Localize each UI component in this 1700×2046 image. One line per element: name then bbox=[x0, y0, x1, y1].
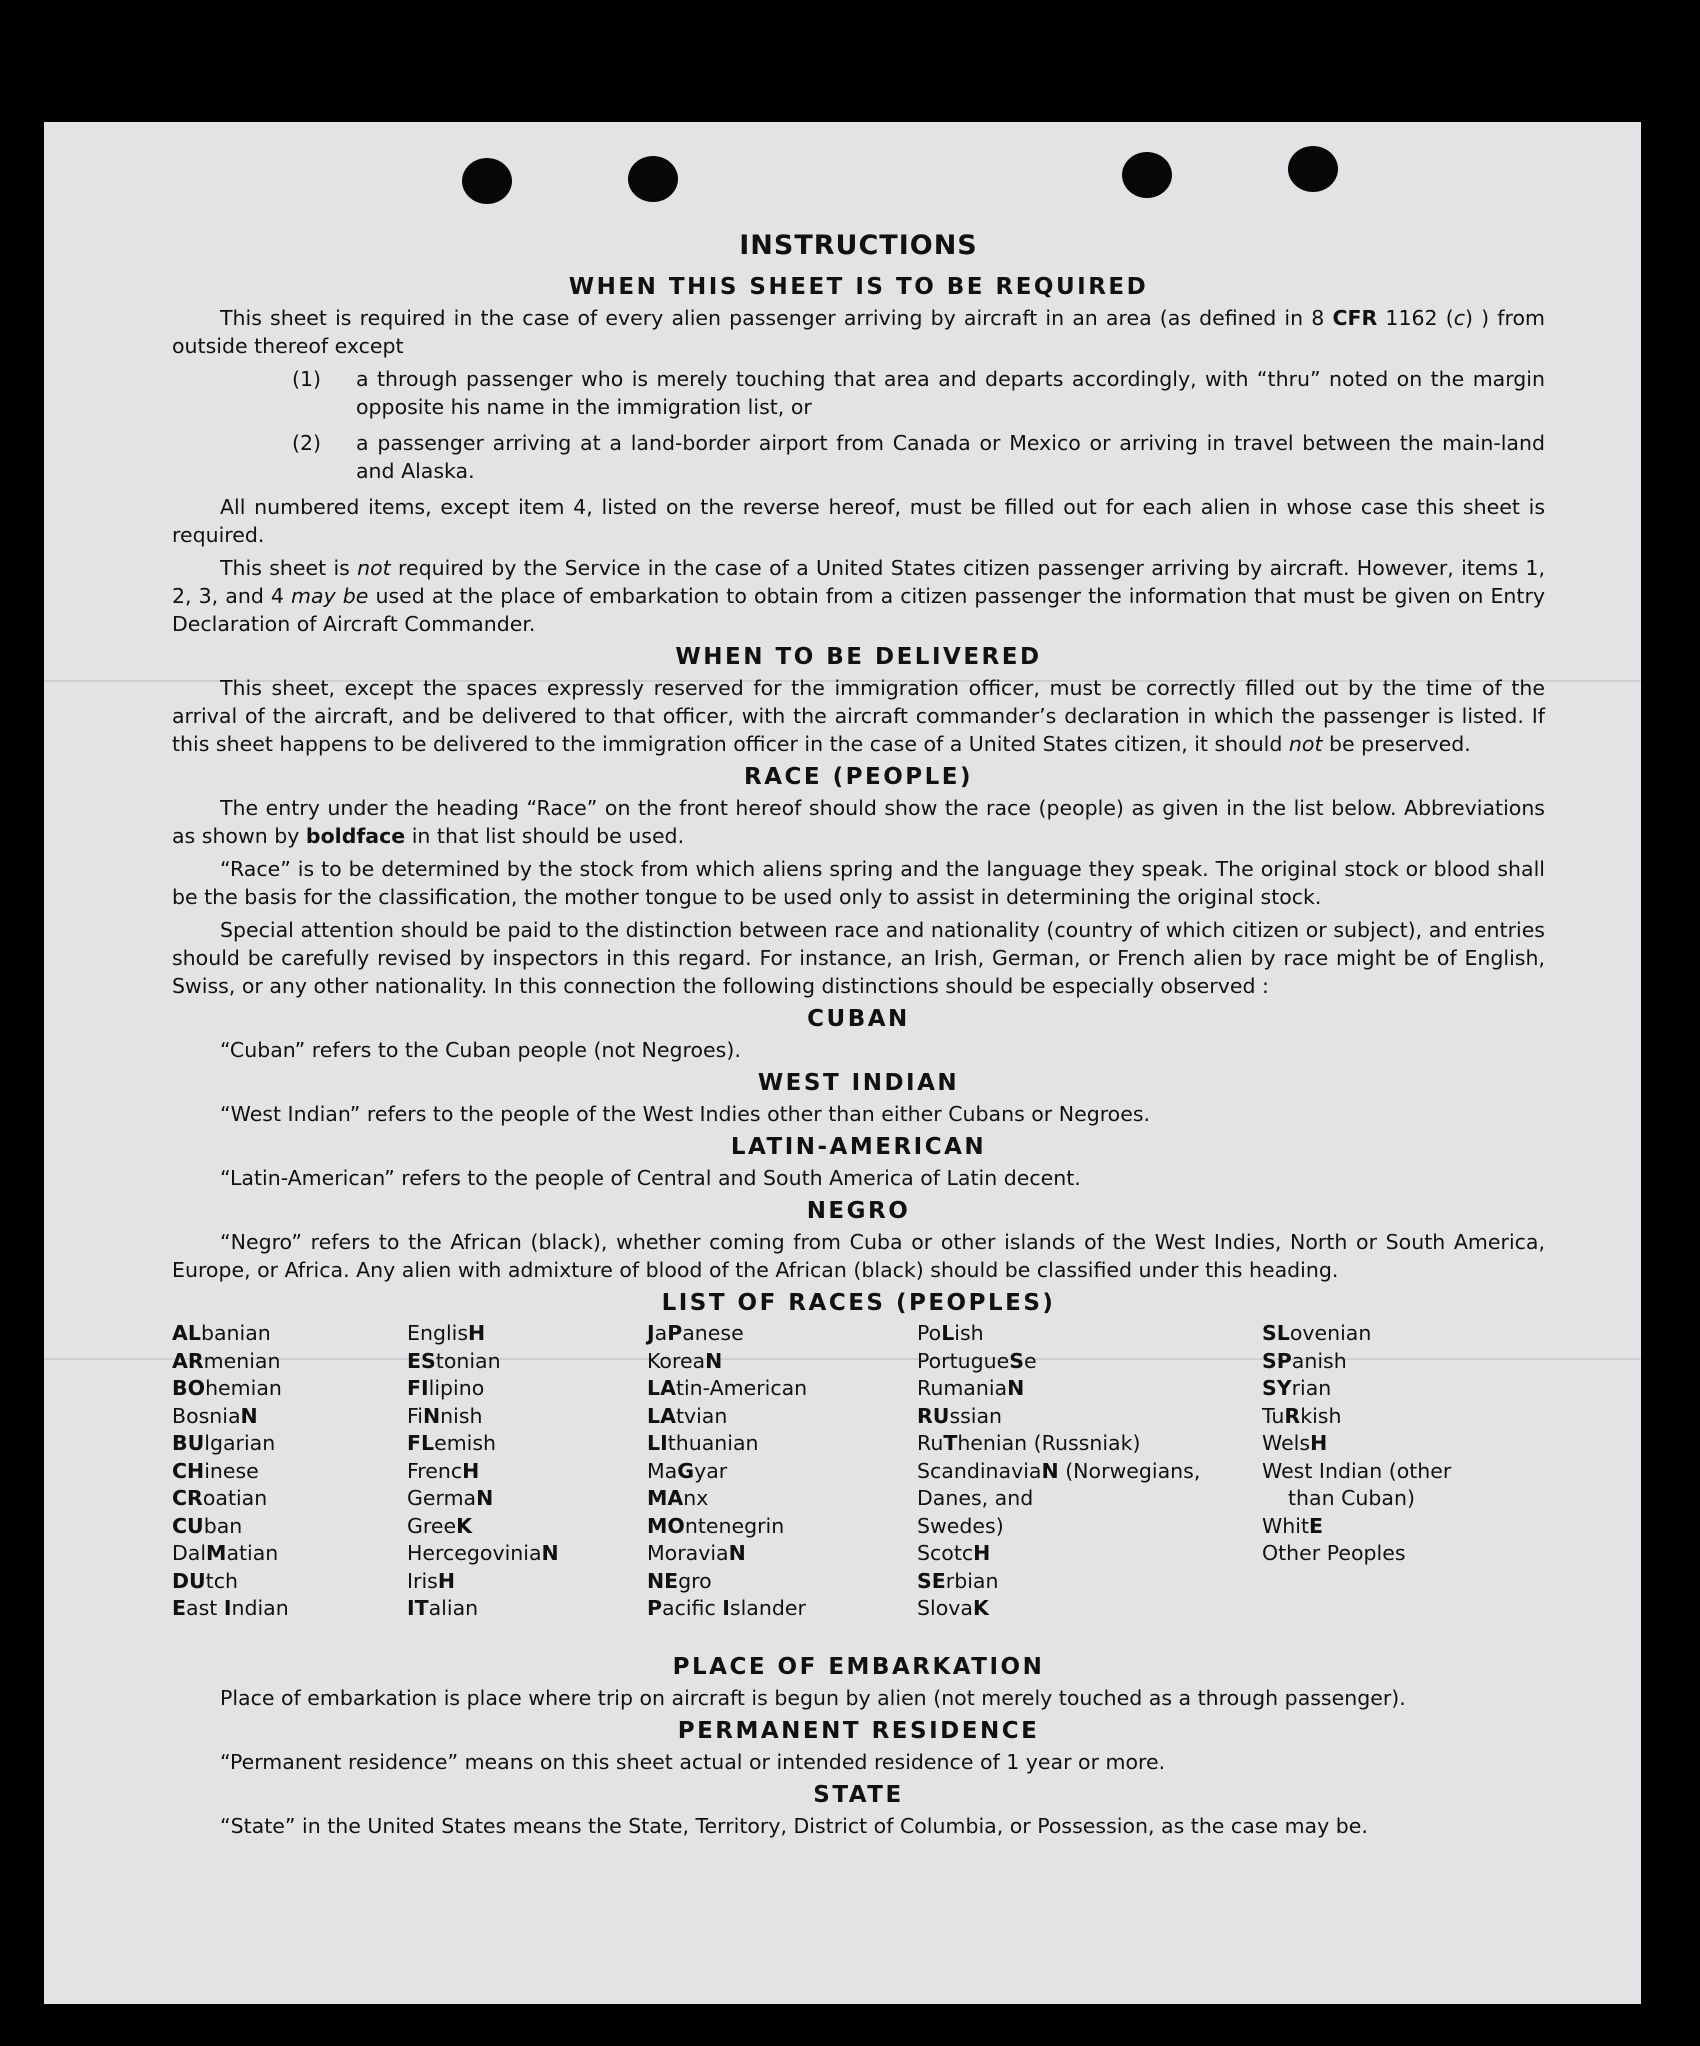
required-para-2: All numbered items, except item 4, listed on the reverse hereof, must be filled out for each alien in whose case this sheet is required. bbox=[172, 495, 1545, 547]
heading-when-delivered: WHEN TO BE DELIVERED bbox=[675, 644, 1042, 670]
race-entry: SErbian bbox=[917, 1568, 999, 1593]
heading-permanent-residence: PERMANENT RESIDENCE bbox=[677, 1718, 1040, 1744]
race-entry: GermaN bbox=[407, 1486, 494, 1510]
heading-cuban: CUBAN bbox=[807, 1006, 910, 1032]
race-entry: ScandinaviaN (Norwegians, bbox=[917, 1458, 1201, 1483]
page-title: INSTRUCTIONS bbox=[739, 230, 978, 261]
document-page bbox=[44, 122, 1641, 2004]
race-entry: FiNnish bbox=[407, 1403, 483, 1428]
race-entry: DalMatian bbox=[172, 1541, 279, 1565]
race-para-3: Special attention should be paid to the distinction between race and nationality (country of which citizen or subject), and entries should be carefully revised by inspectors in this regard. For instance, an Irish, German, or French alien by race might be of English, Swiss, or any other nationality. In this connection the following distinctions should be especially observed : bbox=[172, 918, 1545, 998]
race-entry: CUban bbox=[172, 1513, 243, 1538]
race-entry: WelsH bbox=[1262, 1431, 1328, 1455]
race-entry: MOntenegrin bbox=[647, 1513, 785, 1538]
race-entry: LAtin-American bbox=[647, 1376, 808, 1400]
west-indian-text: “West Indian” refers to the people of the West Indies other than either Cubans or Negroes. bbox=[220, 1102, 1151, 1126]
race-entry: FrencH bbox=[407, 1458, 480, 1483]
races-column bbox=[407, 1320, 559, 1623]
race-entry: NEgro bbox=[647, 1568, 712, 1593]
negro-text: “Negro” refers to the African (black), whether coming from Cuba or other islands of the West Indies, North or South America, Europe, or Africa. Any alien with admixture of blood of the African (black) should be classified under this heading. bbox=[172, 1230, 1545, 1282]
race-entry: BUlgarian bbox=[172, 1431, 276, 1455]
race-entry: Danes, and bbox=[917, 1486, 1034, 1510]
race-entry: FLemish bbox=[407, 1431, 497, 1455]
exception-text: a passenger arriving at a land-border airport from Canada or Mexico or arriving in travel between the main-land and Alaska. bbox=[356, 431, 1545, 483]
heading-when-required: WHEN THIS SHEET IS TO BE REQUIRED bbox=[568, 274, 1149, 300]
race-para-1: The entry under the heading “Race” on the front hereof should show the race (people) as given in the list below. Abbreviations as shown by boldface in that list should be used. bbox=[172, 796, 1545, 848]
race-entry: KoreaN bbox=[647, 1348, 723, 1373]
race-entry: DUtch bbox=[172, 1568, 238, 1593]
heading-west-indian: WEST INDIAN bbox=[757, 1070, 960, 1096]
race-entry: Other Peoples bbox=[1262, 1541, 1406, 1565]
race-entry: FIlipino bbox=[407, 1376, 485, 1400]
race-entry: PortugueSe bbox=[917, 1348, 1037, 1373]
race-entry: BOhemian bbox=[172, 1376, 282, 1400]
heading-race: RACE (PEOPLE) bbox=[744, 764, 973, 790]
race-entry: IrisH bbox=[407, 1568, 456, 1593]
race-entry: Swedes) bbox=[917, 1513, 1004, 1538]
exception-number: (2) bbox=[292, 431, 322, 455]
races-column bbox=[917, 1320, 1200, 1623]
race-entry: SlovaK bbox=[917, 1596, 989, 1620]
races-column bbox=[172, 1320, 289, 1623]
race-entry: SLovenian bbox=[1262, 1321, 1372, 1345]
heading-negro: NEGRO bbox=[806, 1198, 911, 1224]
race-entry: TuRkish bbox=[1262, 1403, 1342, 1428]
latin-american-text: “Latin-American” refers to the people of Central and South America of Latin decent. bbox=[220, 1166, 1081, 1190]
race-entry: WhitE bbox=[1262, 1513, 1324, 1538]
heading-place-of-embarkation: PLACE OF EMBARKATION bbox=[672, 1654, 1045, 1680]
race-entry: ScotcH bbox=[917, 1541, 991, 1565]
races-column bbox=[647, 1320, 807, 1623]
race-entry: ARmenian bbox=[172, 1348, 281, 1373]
race-entry: EStonian bbox=[407, 1348, 501, 1373]
race-entry: CHinese bbox=[172, 1458, 259, 1483]
race-entry: CRoatian bbox=[172, 1486, 268, 1510]
required-para-3: This sheet is not required by the Service in the case of a United States citizen passenger arriving by aircraft. However, items 1, 2, 3, and 4 may be used at the place of embarkation to obtain from a citizen passenger the information that must be given on Entry Declaration of Aircraft Commander. bbox=[172, 556, 1546, 636]
punch-hole bbox=[628, 156, 678, 202]
race-entry: ITalian bbox=[407, 1596, 479, 1620]
race-entry: RumaniaN bbox=[917, 1376, 1025, 1400]
race-entry: JaPanese bbox=[647, 1321, 744, 1345]
race-entry: SYrian bbox=[1262, 1376, 1332, 1400]
cuban-text: “Cuban” refers to the Cuban people (not Negroes). bbox=[220, 1038, 741, 1062]
race-entry: ALbanian bbox=[172, 1321, 271, 1345]
exception-number: (1) bbox=[292, 367, 322, 391]
instructions-content bbox=[172, 230, 1545, 1845]
heading-list-of-races: LIST OF RACES (PEOPLES) bbox=[661, 1290, 1056, 1316]
races-list bbox=[172, 1320, 1545, 1650]
races-column bbox=[1262, 1320, 1451, 1568]
race-entry: SPanish bbox=[1262, 1348, 1347, 1373]
race-entry: BosniaN bbox=[172, 1403, 258, 1428]
race-entry: MAnx bbox=[647, 1486, 709, 1510]
punch-hole bbox=[1122, 152, 1172, 198]
state-text: “State” in the United States means the State, Territory, District of Columbia, or Possession, as the case may be. bbox=[220, 1814, 1368, 1838]
race-entry: RUssian bbox=[917, 1403, 1003, 1428]
race-entry: East Indian bbox=[172, 1596, 289, 1620]
race-entry: EnglisH bbox=[407, 1321, 486, 1345]
heading-latin-american: LATIN-AMERICAN bbox=[730, 1134, 987, 1160]
race-entry: PoLish bbox=[917, 1321, 984, 1345]
residence-text: “Permanent residence” means on this sheet actual or intended residence of 1 year or more. bbox=[220, 1750, 1166, 1774]
punch-hole bbox=[1288, 146, 1338, 192]
race-entry: RuThenian (Russniak) bbox=[917, 1431, 1141, 1455]
race-entry: Pacific Islander bbox=[647, 1596, 806, 1620]
race-entry: LAtvian bbox=[647, 1403, 728, 1428]
race-entry: than Cuban) bbox=[1288, 1486, 1415, 1510]
race-para-2: “Race” is to be determined by the stock from which aliens spring and the language they speak. The original stock or blood shall be the basis for the classification, the mother tongue to be used only to assist in determining the original stock. bbox=[172, 857, 1545, 909]
race-entry: West Indian (other bbox=[1262, 1458, 1452, 1483]
exception-item bbox=[172, 429, 1545, 485]
exception-text: a through passenger who is merely touching that area and departs accordingly, with “thru” noted on the margin opposite his name in the immigration list, or bbox=[356, 367, 1545, 419]
race-entry: MoraviaN bbox=[647, 1541, 746, 1565]
race-entry: GreeK bbox=[407, 1513, 472, 1538]
race-entry: LIthuanian bbox=[647, 1431, 759, 1455]
exception-item bbox=[172, 365, 1545, 421]
punch-hole bbox=[462, 158, 512, 204]
required-intro: This sheet is required in the case of every alien passenger arriving by aircraft in an area (as defined in 8 CFR 1162 (c) ) from outside thereof except bbox=[172, 306, 1546, 358]
delivered-para: This sheet, except the spaces expressly reserved for the immigration officer, must be correctly filled out by the time of the arrival of the aircraft, and be delivered to that officer, with the aircraft commander’s declaration in which the passenger is listed. If this sheet happens to be delivered to the immigration officer in the case of a United States citizen, it should not be preserved. bbox=[172, 676, 1545, 756]
embarkation-text: Place of embarkation is place where trip on aircraft is begun by alien (not merely touched as a through passenger). bbox=[220, 1686, 1406, 1710]
race-entry: MaGyar bbox=[647, 1458, 728, 1483]
race-entry: HercegoviniaN bbox=[407, 1541, 559, 1565]
heading-state: STATE bbox=[813, 1782, 904, 1808]
